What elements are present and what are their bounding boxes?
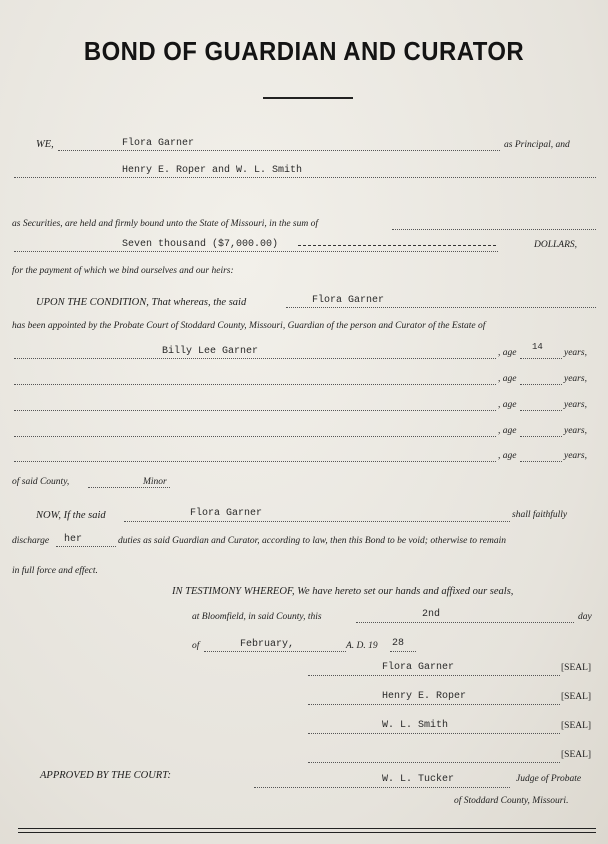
age-line [520, 358, 562, 359]
testimony-text: IN TESTIMONY WHEREOF, We have hereto set our hands and affixed our seals, [172, 586, 514, 597]
pronoun: her [64, 534, 83, 545]
seal-label: [SEAL] [561, 750, 592, 760]
dollars-label: DOLLARS, [534, 240, 578, 250]
age-label: , age [498, 451, 517, 461]
sum-clause-line [392, 229, 596, 230]
condition-name: Flora Garner [312, 295, 385, 306]
years-label: years, [564, 451, 587, 461]
signature-line [308, 733, 560, 734]
county-footer: of Stoddard County, Missouri. [454, 796, 569, 806]
minor-line [14, 410, 496, 411]
signature-line [308, 704, 560, 705]
ad-label: A. D. 19 [346, 641, 378, 651]
minor-line [14, 358, 496, 359]
appointed-text: has been appointed by the Probate Court of Stoddard County, Missouri, Guardian of the person and Curator of the Estate of [12, 321, 486, 331]
age-line [520, 410, 562, 411]
day-value: 2nd [422, 609, 441, 620]
sum-amount: Seven thousand ($7,000.00) [122, 239, 279, 250]
years-label: years, [564, 400, 587, 410]
year-value: 28 [392, 638, 405, 649]
signature-name: W. L. Smith [382, 720, 449, 731]
principal-line [58, 150, 500, 151]
seal-label: [SEAL] [561, 721, 592, 731]
years-label: years, [564, 348, 587, 358]
signature-name: Flora Garner [382, 662, 455, 673]
age-label: , age [498, 374, 517, 384]
sum-dash-fill [298, 245, 496, 246]
shall-faithfully-label: shall faithfully [512, 510, 568, 520]
minor-line [14, 461, 496, 462]
sum-clause: as Securities, are held and firmly bound unto the State of Missouri, in the sum of [12, 219, 318, 229]
minor-line [14, 436, 496, 437]
we-label: WE, [36, 139, 54, 150]
age-label: , age [498, 348, 517, 358]
bottom-rule [18, 828, 596, 833]
signature-line [308, 762, 560, 763]
minor-age: 14 [532, 342, 543, 352]
judge-line [254, 787, 510, 788]
pronoun-line [56, 546, 116, 547]
minor-line [14, 384, 496, 385]
county-line [88, 487, 170, 488]
securities-names: Henry E. Roper and W. L. Smith [122, 165, 303, 176]
county-label: of said County, [12, 477, 70, 487]
as-principal-label: as Principal, and [504, 140, 570, 150]
age-line [520, 461, 562, 462]
duties-text: duties as said Guardian and Curator, according to law, then this Bond to be void; otherwise to remain [118, 536, 506, 546]
month-value: February, [240, 639, 295, 650]
minor-label: Minor [143, 477, 167, 487]
years-label: years, [564, 374, 587, 384]
year-line [390, 651, 416, 652]
day-label: day [578, 612, 592, 622]
principal-name: Flora Garner [122, 138, 195, 149]
signature-line [308, 675, 560, 676]
seal-label: [SEAL] [561, 692, 592, 702]
now-line [124, 521, 510, 522]
condition-text: UPON THE CONDITION, That whereas, the said [36, 297, 247, 308]
sum-amount-line [14, 251, 498, 252]
judge-name: W. L. Tucker [382, 774, 455, 785]
minor-name: Billy Lee Garner [162, 346, 259, 357]
payment-clause: for the payment of which we bind ourselves and our heirs: [12, 266, 234, 276]
seal-label: [SEAL] [561, 663, 592, 673]
age-label: , age [498, 426, 517, 436]
signature-name: Henry E. Roper [382, 691, 467, 702]
discharge-label: discharge [12, 536, 50, 546]
of-label: of [192, 641, 200, 651]
securities-line [14, 177, 596, 178]
at-text: at Bloomfield, in said County, this [192, 612, 322, 622]
document-title: BOND OF GUARDIAN AND CURATOR [83, 36, 525, 66]
age-label: , age [498, 400, 517, 410]
years-label: years, [564, 426, 587, 436]
title-underline [263, 97, 353, 99]
month-line [204, 651, 346, 652]
age-line [520, 384, 562, 385]
now-name: Flora Garner [190, 508, 263, 519]
day-line [356, 622, 574, 623]
approved-label: APPROVED BY THE COURT: [40, 770, 171, 781]
judge-label: Judge of Probate [516, 774, 582, 784]
force-text: in full force and effect. [12, 566, 98, 576]
condition-line [286, 307, 596, 308]
now-label: NOW, If the said [36, 510, 106, 521]
age-line [520, 436, 562, 437]
